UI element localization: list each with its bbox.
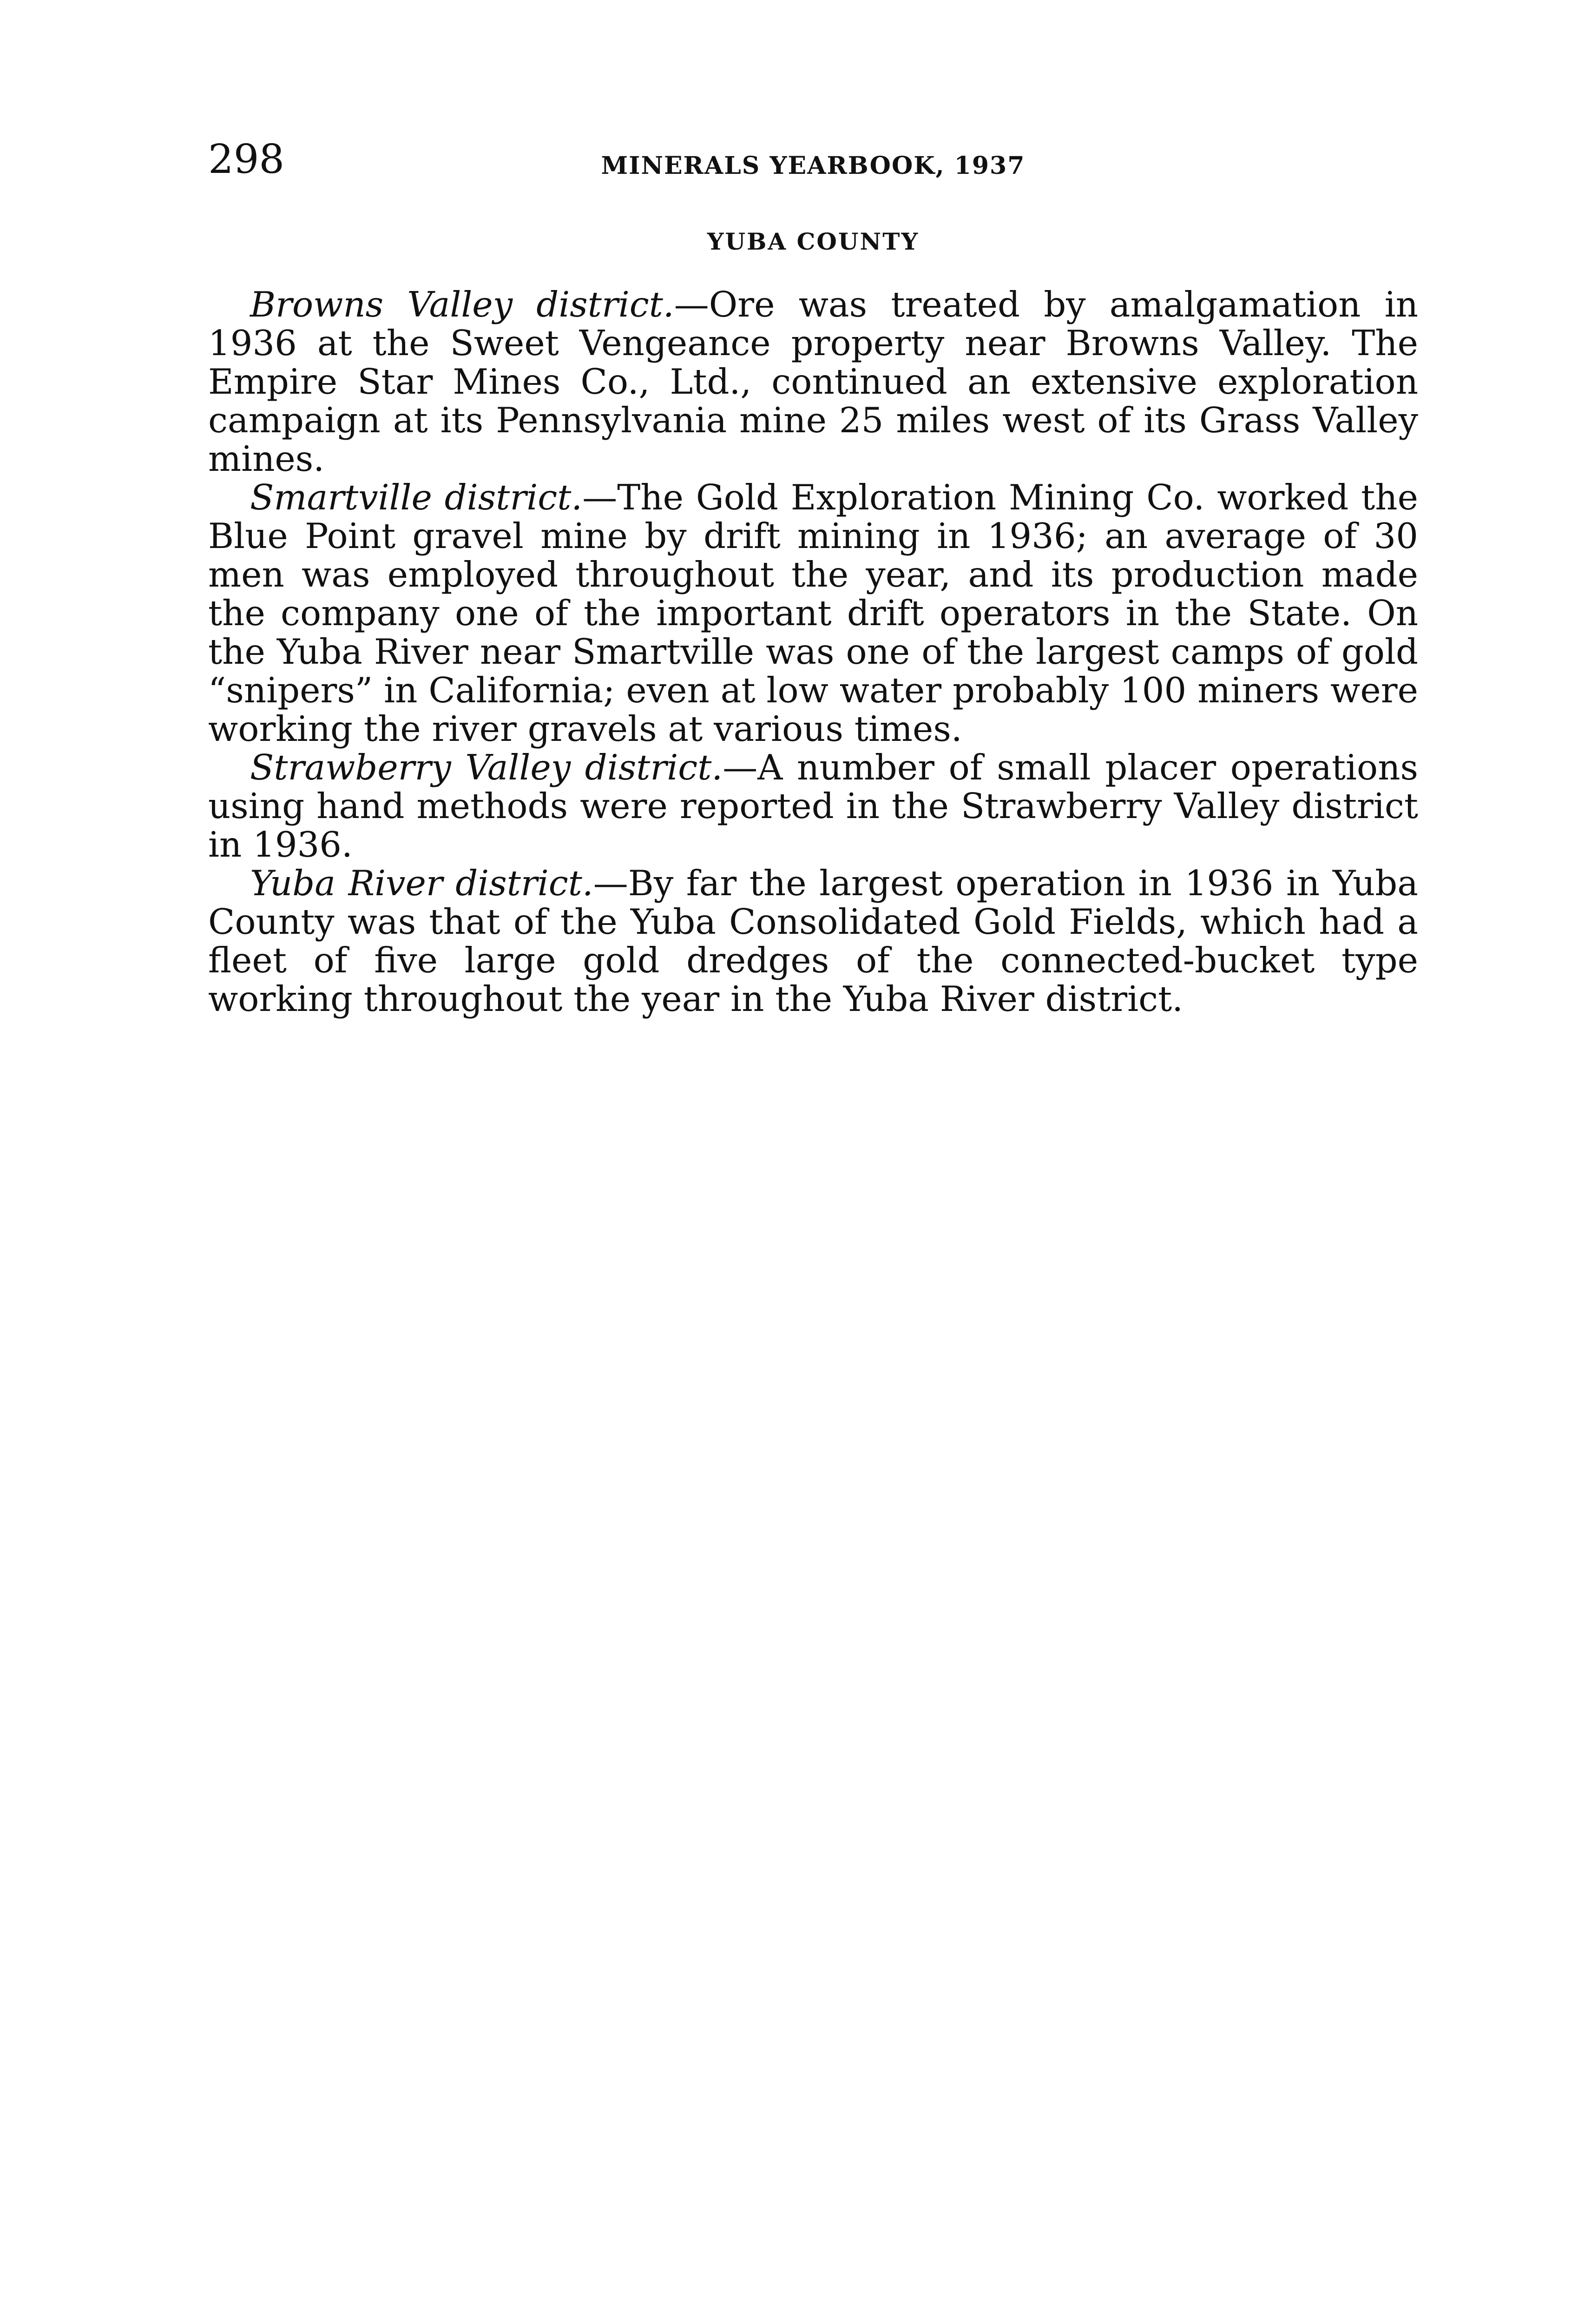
- section-heading: YUBA COUNTY: [707, 228, 920, 255]
- district-name: Browns Valley district.: [250, 284, 674, 325]
- body-text: [208, 285, 1418, 1018]
- page-header: [208, 136, 1418, 195]
- paragraph-yuba-river: [208, 864, 1418, 1018]
- paragraph-body: —A number of small placer operations using hand methods were reported in the Strawberry Valley district in 1936.: [208, 747, 1418, 865]
- district-name: Smartville district.: [250, 477, 583, 518]
- paragraph-body: —The Gold Exploration Mining Co. worked the Blue Point gravel mine by drift mining in 1936; an average of 30 men was employed throughout the year, and its production made the company one of the important drift operators in the State. On the Yuba River near Smartville was one of the largest camps of gold “snipers” in California; even at low water probably 100 miners were working the river gravels at various times.: [208, 477, 1418, 749]
- paragraph-body: —By far the largest operation in 1936 in Yuba County was that of the Yuba Consolidated Gold Fields, which had a fleet of five large gold dredges of the connected-bucket type working throughout the year in the Yuba River district.: [208, 863, 1418, 1019]
- district-name: Strawberry Valley district.: [250, 747, 723, 788]
- paragraph-smartville: [208, 478, 1418, 748]
- paragraph-strawberry-valley: [208, 748, 1418, 864]
- running-title: MINERALS YEARBOOK, 1937: [601, 152, 1026, 180]
- district-name: Yuba River district.: [250, 863, 593, 904]
- page-number: 298: [208, 136, 285, 183]
- paragraph-body: —Ore was treated by amalgamation in 1936 at the Sweet Vengeance property near Browns Valley. The Empire Star Mines Co., Ltd., continued an extensive exploration campaign at its Pennsylvania mine 25 miles west of its Grass Valley mines.: [208, 284, 1418, 479]
- paragraph-browns-valley: [208, 285, 1418, 478]
